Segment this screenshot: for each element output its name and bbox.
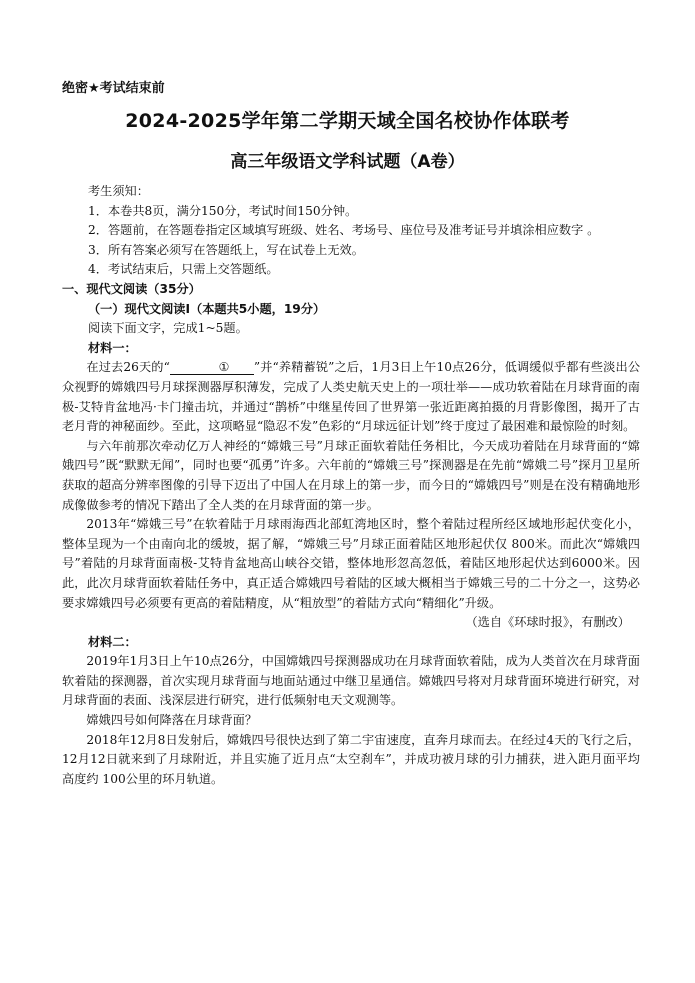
material-1-paragraph-3: 2013年“嫦娥三号”在软着陆于月球雨海西北部虹湾地区时，整个着陆过程所经区域地形起伏变化小，整体呈现为一个由南向北的缓坡，据了解，“嫦娥三号”月球正面着陆区地形起伏仅 800米。而此次“嫦娥四号”着陆的月球背面南极-艾特肯盆地高山峡谷交错，整体地形忽高忽低，着陆区地形起伏达到6000米。因此，此次月球背面软着陆任务中，真正适合嫦娥四号着陆的区域大概相当于嫦娥三号的二十分之一，这势必要求嫦娥四号必须要有更高的着陆精度，从“粗放型”的着陆方式向“精细化”升级。 xyxy=(62,517,640,610)
notice-item-4: 4．考试结束后，只需上交答题纸。 xyxy=(88,262,279,277)
section-heading: 一、现代文阅读（35分） xyxy=(62,282,201,296)
notice-item-1: 1．本卷共8页，满分150分，考试时间150分钟。 xyxy=(88,203,358,218)
notice-item-2: 2．答题前，在答题卷指定区域填写班级、姓名、考场号、座位号及准考证号并填涂相应数字 。 xyxy=(88,223,600,238)
exam-subtitle: 高三年级语文学科试题（A卷） xyxy=(230,152,465,172)
material-2-paragraph-2: 嫦娥四号如何降落在月球背面？ xyxy=(86,713,258,728)
m1p1-after: ”并“养精蓄锐”之后，1月3日上午10点26分，低调缓似乎都有些淡出公众视野的嫦娥四号月球探测器厚积薄发，完成了人类史航天史上的一项壮举——成功软着陆在月球背面的南极-艾特肯盆地冯·卡门撞击坑，并通过“鹊桥”中继星传回了世界第一张近距离拍摄的月背影像图，揭开了古老月背的神秘面纱。至此，这项略显“隐忍不发”色彩的“月球远征计划”终于度过了最困难和最惊险的时刻。 xyxy=(62,360,641,434)
blank-1: ① xyxy=(170,360,254,375)
notice-item-3: 3．所有答案必须写在答题纸上，写在试卷上无效。 xyxy=(88,242,364,257)
notice-block xyxy=(88,182,648,280)
material-1-paragraph-1 xyxy=(62,358,640,436)
material-1-paragraph-2: 与六年前那次牵动亿万人神经的“嫦娥三号”月球正面软着陆任务相比，今天成功着陆在月球背面的“嫦娥四号”既“默默无闻”，同时也要“孤勇”许多。六年前的“嫦娥三号”探测器是在先前“嫦娥二号”探月卫星所获取的超高分辨率图像的引导下迈出了中国人在月球上的第一步，而今日的“嫦娥四号”则是在没有精确地形成像做参考的情况下踏出了全人类的在月球背面的第一步。 xyxy=(62,438,640,512)
subsection-heading: （一）现代文阅读Ⅰ（本题共5小题，19分） xyxy=(88,301,326,316)
source-note: （选自《环球时报》，有删改） xyxy=(465,615,630,630)
exam-title: 2024-2025学年第二学期天域全国名校协作体联考 xyxy=(125,110,570,132)
notice-heading: 考生须知： xyxy=(88,184,149,198)
material-2-label: 材料二： xyxy=(88,634,137,649)
reading-section xyxy=(62,280,640,789)
material-1-label: 材料一： xyxy=(88,340,137,355)
m1p1-before: 在过去26天的“ xyxy=(86,360,170,375)
confidential-mark: 绝密★考试结束前 xyxy=(62,81,165,96)
material-2-paragraph-3: 2018年12月8日发射后，嫦娥四号很快达到了第二宇宙速度，直奔月球而去。在经过4天的飞行之后，12月12日就来到了月球附近，并且实施了近月点“太空刹车”，并成功被月球的引力捕获，进入距月面平均高度约 100公里的环月轨道。 xyxy=(62,732,640,786)
material-2-paragraph-1: 2019年1月3日上午10点26分，中国嫦娥四号探测器成功在月球背面软着陆，成为人类首次在月球背面软着陆的探测器，首次实现月球背面与地面站通过中继卫星通信。嫦娥四号将对月球背面环境进行研究，对月球背面的表面、浅深层进行研究，进行低频射电天文观测等。 xyxy=(62,654,640,708)
instruction-text: 阅读下面文字，完成1~5题。 xyxy=(88,321,248,336)
